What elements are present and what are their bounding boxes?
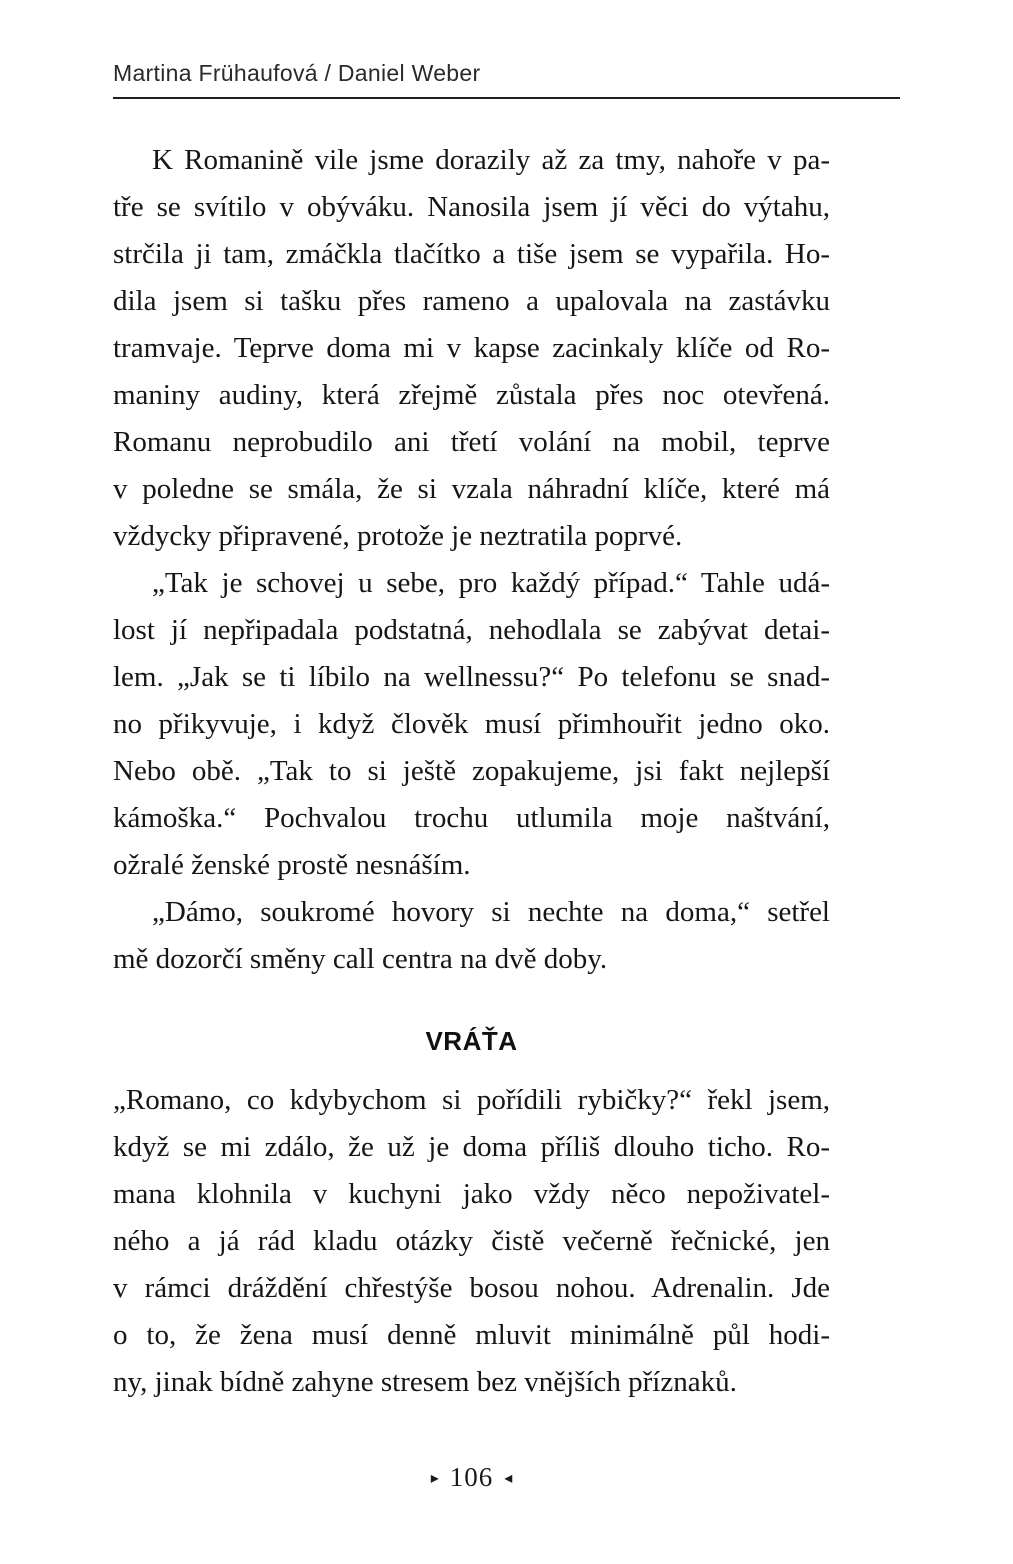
text-line: dila jsem si tašku přes rameno a upalovala na zastávku bbox=[113, 285, 830, 317]
text-line: lost jí nepřipadala podstatná, nehodlala se zabývat detai- bbox=[113, 614, 830, 646]
text-line: v rámci dráždění chřestýše bosou nohou. Adrenalin. Jde bbox=[113, 1272, 830, 1304]
running-head-authors: Martina Frühaufová / Daniel Weber bbox=[113, 60, 481, 86]
text-line: ného a já rád kladu otázky čistě večerně řečnické, jen bbox=[113, 1225, 830, 1257]
page-footer bbox=[113, 1462, 830, 1493]
text-line: tramvaje. Teprve doma mi v kapse zacinkaly klíče od Ro- bbox=[113, 332, 830, 364]
text-line: mana klohnila v kuchyni jako vždy něco nepoživatel- bbox=[113, 1178, 830, 1210]
text-line: „Tak je schovej u sebe, pro každý případ.“ Tahle udá- bbox=[152, 567, 830, 599]
text-line: strčila ji tam, zmáčkla tlačítko a tiše jsem se vypařila. Ho- bbox=[113, 238, 830, 270]
paragraph bbox=[113, 889, 830, 983]
text-line: když se mi zdálo, že už je doma příliš dlouho ticho. Ro- bbox=[113, 1131, 830, 1163]
paragraph bbox=[113, 560, 830, 889]
text-line: lem. „Jak se ti líbilo na wellnessu?“ Po telefonu se snad- bbox=[113, 661, 830, 693]
text-line: tře se svítilo v obýváku. Nanosila jsem jí věci do výtahu, bbox=[113, 191, 830, 223]
text-line: ožralé ženské prostě nesnáším. bbox=[113, 849, 471, 881]
section-heading: VRÁŤA bbox=[425, 1026, 518, 1056]
footer-left-triangle-icon: ▸ bbox=[430, 1470, 439, 1487]
paragraph bbox=[113, 1077, 830, 1406]
paragraph bbox=[113, 137, 830, 560]
page-body bbox=[113, 137, 830, 1406]
text-line: vždycky připravené, protože je neztratila poprvé. bbox=[113, 520, 683, 552]
text-line: mě dozorčí směny call centra na dvě doby. bbox=[113, 943, 608, 975]
text-line: kámoška.“ Pochvalou trochu utlumila moje naštvání, bbox=[113, 802, 830, 834]
text-line: Nebo obě. „Tak to si ještě zopakujeme, jsi fakt nejlepší bbox=[113, 755, 830, 787]
header-rule bbox=[113, 97, 900, 99]
text-line: K Romanině vile jsme dorazily až za tmy, nahoře v pa- bbox=[152, 144, 830, 176]
footer-right-triangle-icon: ◂ bbox=[504, 1470, 513, 1487]
page-number: 106 bbox=[449, 1462, 494, 1492]
text-line: no přikyvuje, i když člověk musí přimhouřit jedno oko. bbox=[113, 708, 830, 740]
text-line: ny, jinak bídně zahyne stresem bez vnějších příznaků. bbox=[113, 1366, 737, 1398]
page-header bbox=[113, 60, 900, 99]
text-line: „Romano, co kdybychom si pořídili rybičky?“ řekl jsem, bbox=[113, 1084, 830, 1116]
text-line: o to, že žena musí denně mluvit minimálně půl hodi- bbox=[113, 1319, 830, 1351]
text-line: „Dámo, soukromé hovory si nechte na doma,“ setřel bbox=[152, 896, 830, 928]
text-line: Romanu neprobudilo ani třetí volání na mobil, teprve bbox=[113, 426, 830, 458]
text-line: v poledne se smála, že si vzala náhradní klíče, které má bbox=[113, 473, 830, 505]
text-line: maniny audiny, která zřejmě zůstala přes noc otevřená. bbox=[113, 379, 830, 411]
